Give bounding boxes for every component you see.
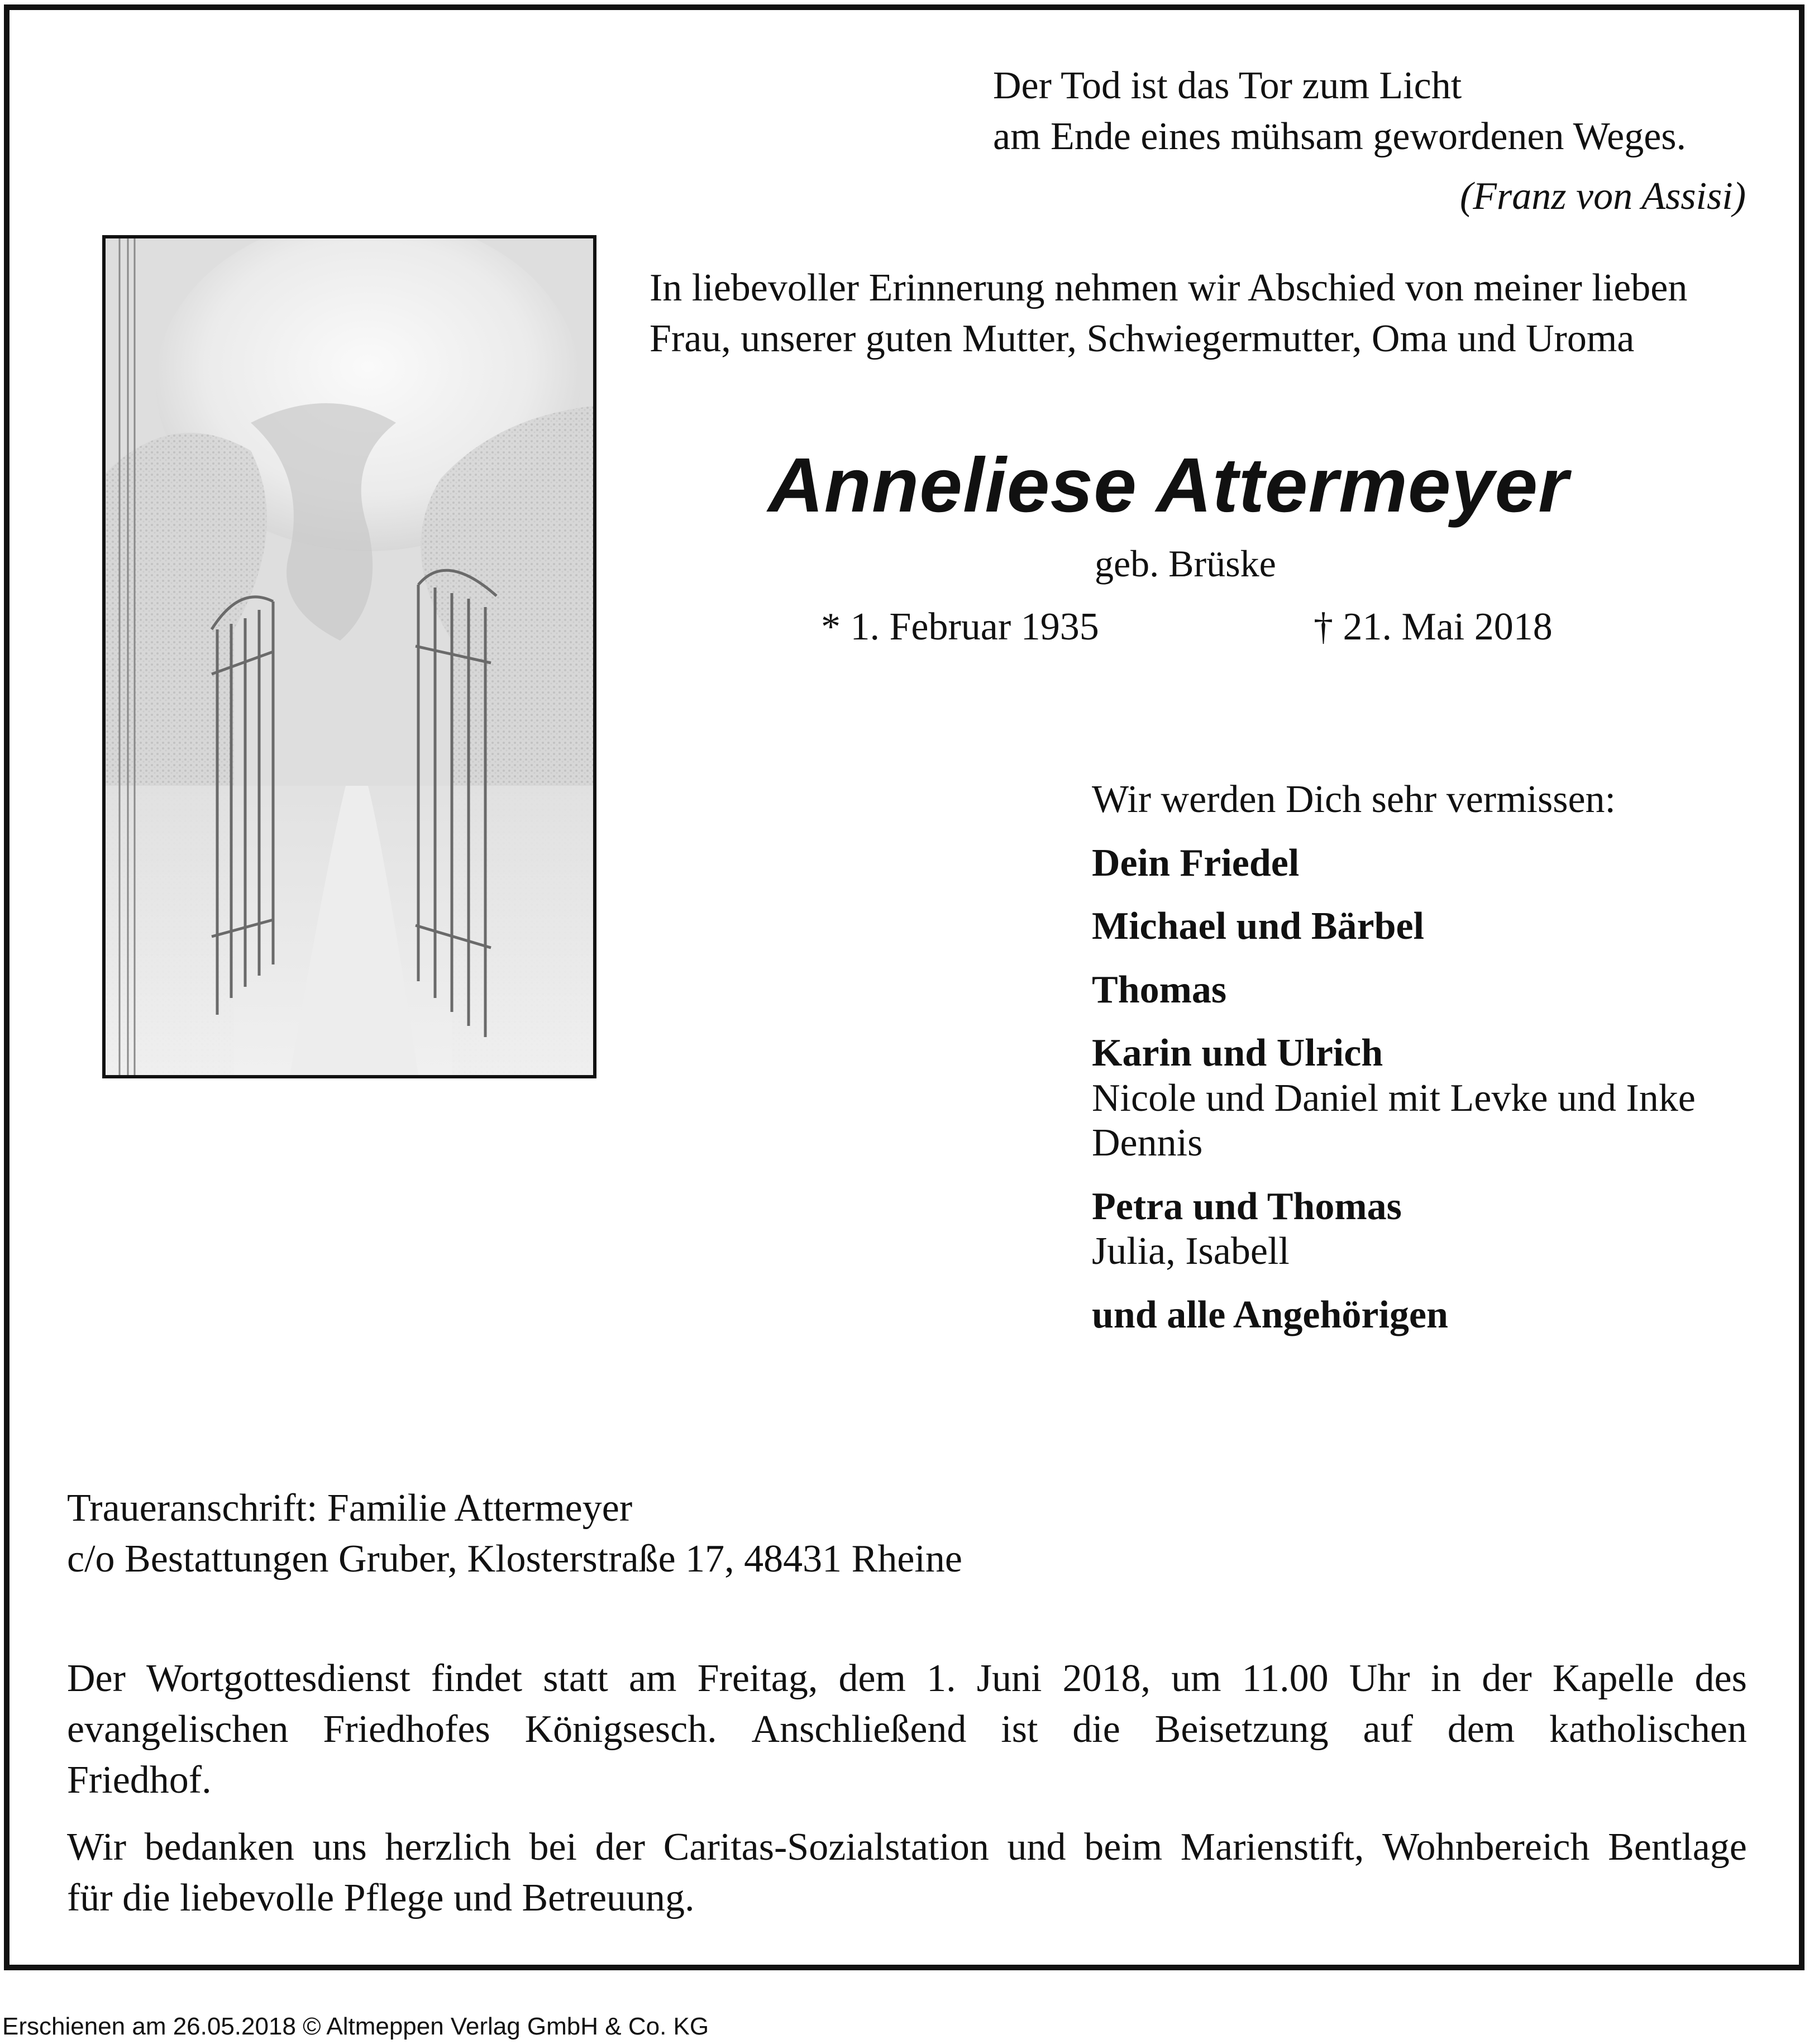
mourner-sub: Nicole und Daniel mit Levke und Inke bbox=[1092, 1076, 1696, 1120]
mourners-list bbox=[1092, 777, 1696, 1338]
maiden-name: geb. Brüske bbox=[1095, 542, 1276, 585]
publication-footer: Erschienen am 26.05.2018 © Altmeppen Verlag GmbH & Co. KG bbox=[2, 2013, 709, 2040]
service-line: Der Wortgottesdienst findet statt am Freitag, dem 1. Juni 2018, um 11.00 Uhr in der Kapelle des bbox=[67, 1657, 1747, 1700]
mourner-sub: Julia, Isabell bbox=[1092, 1230, 1290, 1273]
mourner-main: Thomas bbox=[1092, 968, 1227, 1011]
address-line: c/o Bestattungen Gruber, Klosterstraße 17, 48431 Rheine bbox=[67, 1537, 962, 1580]
thanks-line: Wir bedanken uns herzlich bei der Caritas-Sozialstation und beim Marienstift, Wohnbereich Bentlage bbox=[67, 1826, 1747, 1869]
mourner-main: und alle Angehörigen bbox=[1092, 1293, 1448, 1336]
mourners-heading: Wir werden Dich sehr vermissen: bbox=[1092, 778, 1616, 821]
mourner-sub: Dennis bbox=[1092, 1121, 1203, 1164]
death-date: † 21. Mai 2018 bbox=[1314, 605, 1553, 648]
service-line: Friedhof. bbox=[67, 1759, 212, 1802]
intro-line: In liebevoller Erinnerung nehmen wir Abschied von meiner lieben bbox=[650, 266, 1688, 309]
mourner-main: Dein Friedel bbox=[1092, 841, 1300, 885]
intro-text bbox=[650, 262, 1687, 364]
deceased-name: Anneliese Attermeyer bbox=[768, 442, 1569, 528]
motto-line: Der Tod ist das Tor zum Licht bbox=[993, 64, 1462, 107]
mourner-main: Karin und Ulrich bbox=[1092, 1031, 1383, 1074]
mourner-main: Petra und Thomas bbox=[1092, 1185, 1402, 1228]
motto-quote bbox=[993, 60, 1686, 162]
address-line: Traueranschrift: Familie Attermeyer bbox=[67, 1487, 633, 1530]
thanks-paragraph bbox=[67, 1822, 1747, 1923]
service-paragraph bbox=[67, 1653, 1747, 1806]
intro-line: Frau, unserer guten Mutter, Schwiegermutter, Oma und Uroma bbox=[650, 317, 1635, 360]
motto-line: am Ende eines mühsam gewordenen Weges. bbox=[993, 115, 1687, 158]
thanks-line: für die liebevolle Pflege und Betreuung. bbox=[67, 1876, 695, 1919]
birth-date: * 1. Februar 1935 bbox=[821, 605, 1099, 648]
memorial-image bbox=[102, 235, 596, 1078]
quote-author: (Franz von Assisi) bbox=[1459, 175, 1746, 218]
mourning-address bbox=[67, 1483, 962, 1584]
gate-picture-icon bbox=[106, 238, 593, 1075]
mourner-main: Michael und Bärbel bbox=[1092, 905, 1425, 948]
service-line: evangelischen Friedhofes Königsesch. Anschließend ist die Beisetzung auf dem katholischen bbox=[67, 1708, 1747, 1751]
